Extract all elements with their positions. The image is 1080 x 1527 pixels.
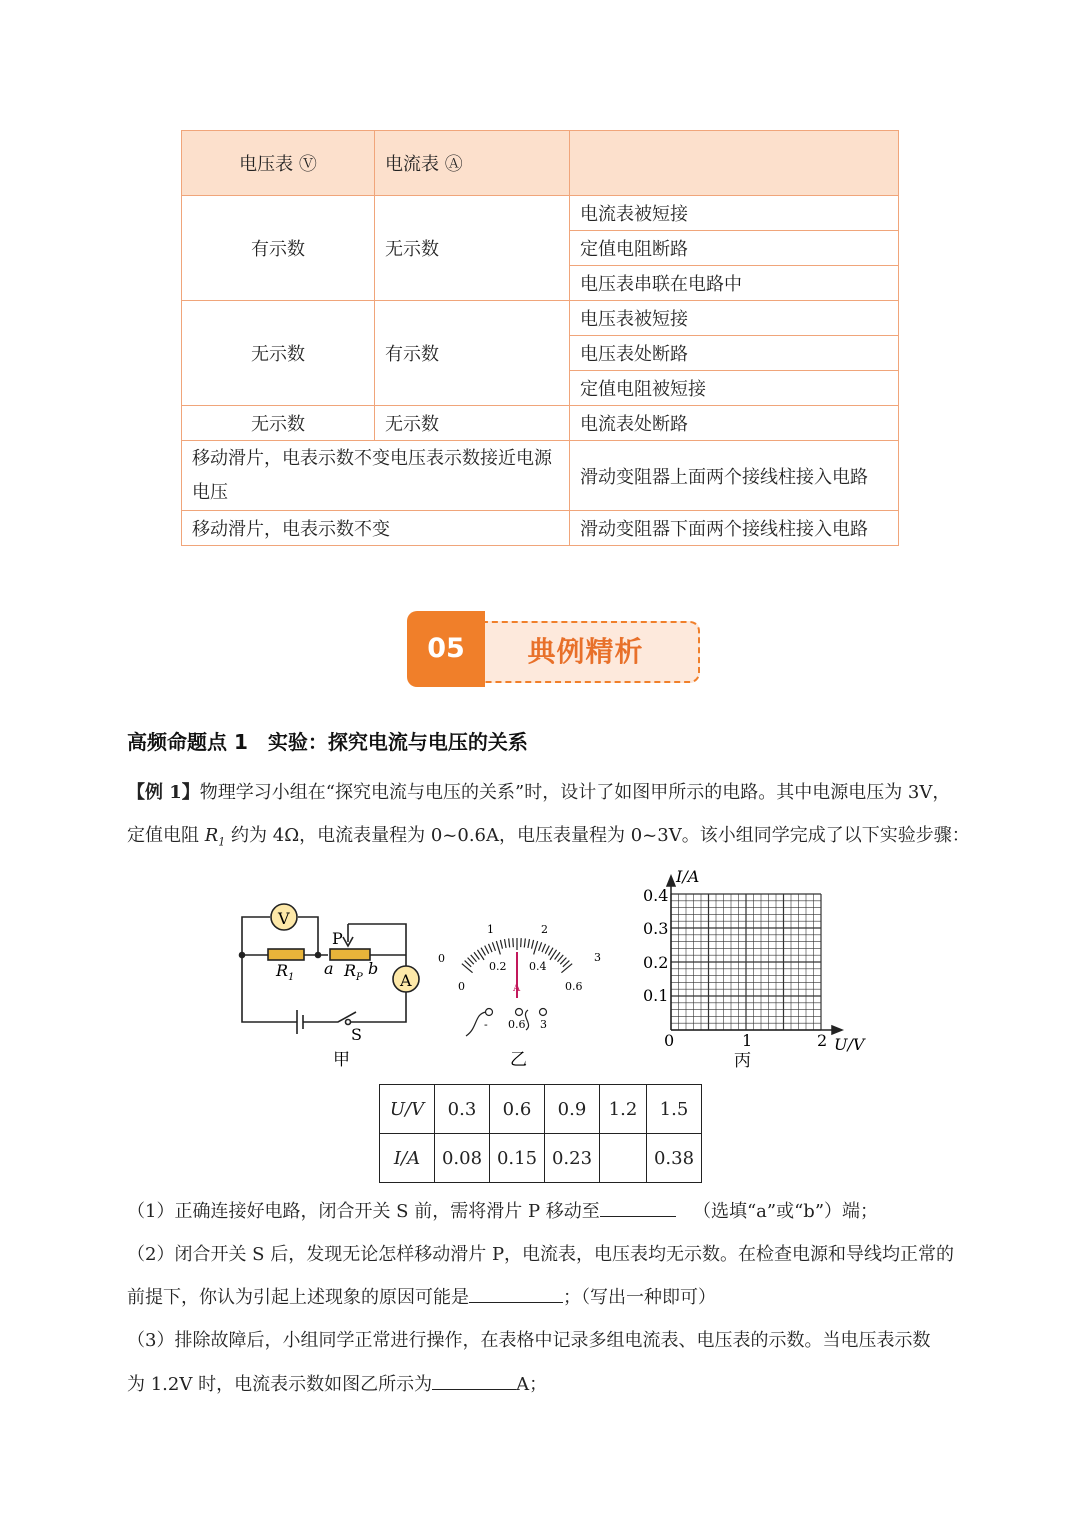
meter-tick [471, 955, 477, 962]
slider-label: P [332, 929, 343, 948]
table-row [380, 1134, 702, 1183]
terminal-label: 0.6 [508, 1018, 526, 1031]
terminal-label: - [484, 1018, 488, 1031]
rheostat-rp [330, 949, 370, 960]
meter-tick [504, 939, 506, 948]
junction-dot-icon [316, 953, 321, 958]
circuit-caption: 甲 [333, 1050, 350, 1070]
meter-tick-label: 0 [438, 952, 445, 965]
y-arrow-icon [667, 876, 675, 886]
cell-u: 0.9 [545, 1085, 600, 1134]
cell-cause: 定值电阻被短接 [570, 371, 899, 406]
question-1 [127, 1197, 878, 1223]
meter-tick [532, 940, 534, 949]
rp-label [343, 961, 363, 983]
graph-ytick: 0.3 [643, 919, 669, 938]
table-header-row [182, 131, 899, 196]
r1-subscript: 1 [288, 972, 295, 983]
measurement-table [379, 1084, 702, 1183]
cell-cause: 电流表处断路 [570, 406, 899, 441]
cell-u: 0.6 [490, 1085, 545, 1134]
row-label-u: U/V [380, 1085, 435, 1134]
terminal-label: 3 [540, 1018, 547, 1031]
graph-xtick: 2 [817, 1031, 828, 1050]
cell-u: 0.3 [435, 1085, 490, 1134]
banner-number: 05 [407, 611, 485, 687]
terminal-icon [486, 1009, 493, 1016]
cell-i-blank [600, 1134, 647, 1183]
meter-tick [560, 958, 566, 965]
rp-subscript: P [356, 972, 363, 983]
meter-tick [465, 961, 472, 967]
meter-tick [545, 946, 549, 954]
graph-grid [671, 894, 821, 1030]
meter-tick [557, 955, 563, 962]
meter-tick [485, 946, 489, 954]
r1-label [275, 961, 294, 983]
question-text: （1）正确连接好电路，闭合开关 S 前，需将滑片 P 移动至 [127, 1201, 600, 1222]
meter-tick [488, 944, 492, 952]
meter-tick [542, 944, 546, 952]
cell-voltmeter: 有示数 [182, 196, 375, 301]
meter-tick [534, 941, 538, 954]
meter-tick-label: 0 [458, 980, 465, 993]
question-2-line-1: （2）闭合开关 S 后，发现无论怎样移动滑片 P，电流表，电压表均无示数。在检查电源和导线均正常的 [127, 1244, 955, 1265]
graph-ytick: 0.4 [643, 886, 669, 905]
meter-tick-label: 1 [487, 923, 494, 936]
header-voltmeter: 电压表 Ⓥ [182, 131, 375, 196]
question-text: ；（写出一种即可） [563, 1287, 716, 1308]
cell-voltmeter: 无示数 [182, 301, 375, 406]
table-row [182, 406, 899, 441]
example-line-1 [127, 778, 950, 804]
cell-i: 0.08 [435, 1134, 490, 1183]
banner-title: 典例精析 [527, 635, 644, 668]
table-row [380, 1085, 702, 1134]
answer-blank[interactable] [469, 1284, 563, 1303]
question-2-line-2 [127, 1283, 716, 1309]
cell-cause: 电压表处断路 [570, 336, 899, 371]
meter-tick-label: 0.6 [565, 980, 583, 993]
meter-tick [496, 941, 500, 954]
cell-symptom: 移动滑片，电表示数不变 [182, 511, 570, 546]
meter-tick [528, 939, 530, 948]
example-line-2 [127, 821, 970, 849]
figures [230, 860, 870, 1075]
cell-u: 1.2 [600, 1085, 647, 1134]
meter-tick [468, 958, 474, 965]
section-banner [407, 609, 703, 689]
cell-symptom: 移动滑片，电表示数不变电压表示数接近电源电压 [182, 441, 570, 511]
meter-tick-label: 3 [594, 951, 601, 964]
cell-cause: 定值电阻断路 [570, 231, 899, 266]
meter-caption: 乙 [510, 1050, 527, 1070]
cell-i: 0.23 [545, 1134, 600, 1183]
resistor-symbol: R [204, 825, 219, 846]
meter-tick-label: 0.4 [529, 960, 547, 973]
cell-voltmeter: 无示数 [182, 406, 375, 441]
cell-ammeter: 无示数 [375, 196, 570, 301]
cell-i: 0.38 [647, 1134, 702, 1183]
battery-icon [292, 1010, 322, 1034]
cell-cause: 滑动变阻器上面两个接线柱接入电路 [570, 441, 899, 511]
cell-u: 1.5 [647, 1085, 702, 1134]
meter-tick [492, 942, 495, 950]
switch-label: S [351, 1025, 362, 1044]
cell-ammeter: 有示数 [375, 301, 570, 406]
section-heading: 高频命题点 1 实验：探究电流与电压的关系 [127, 730, 528, 754]
meter-tick [563, 961, 570, 967]
terminal-a-label: a [324, 959, 334, 978]
question-3-line-2 [127, 1370, 547, 1396]
row-label-i: I/A [380, 1134, 435, 1183]
meter-tick [500, 940, 502, 949]
graph-ytick: 0.1 [643, 986, 669, 1005]
terminal-b-label: b [368, 959, 379, 978]
cell-ammeter: 无示数 [375, 406, 570, 441]
lead-wire-icon [466, 1012, 486, 1036]
meter-unit-label: A [513, 983, 521, 994]
example-tag: 【例 1】 [127, 782, 200, 803]
rp-symbol: R [344, 961, 357, 980]
fault-diagnosis-table [181, 130, 899, 546]
question-3-line-1: （3）排除故障后，小组同学正常进行操作，在表格中记录多组电流表、电压表的示数。当电压表示数 [127, 1330, 931, 1351]
answer-blank[interactable] [432, 1371, 516, 1390]
meter-tick [521, 938, 522, 947]
meter-tick [474, 952, 479, 959]
example-text: 物理学习小组在“探究电流与电压的关系”时，设计了如图甲所示的电路。其中电源电压为 3V， [199, 782, 951, 803]
graph-xtick: 1 [742, 1031, 753, 1050]
cell-cause: 电流表被短接 [570, 196, 899, 231]
question-text: A； [516, 1374, 548, 1395]
terminal-icon [516, 1009, 523, 1016]
graph-xlabel: U/V [834, 1035, 865, 1054]
graph-xtick: 0 [664, 1031, 675, 1050]
cell-cause: 电压表串联在电路中 [570, 266, 899, 301]
meter-tick [549, 948, 554, 956]
meter-tick-label: 0.2 [489, 960, 507, 973]
header-cause [570, 131, 899, 196]
header-ammeter: 电流表 Ⓐ [375, 131, 570, 196]
meter-terminals [466, 1009, 547, 1037]
meter-tick-label: 2 [541, 923, 548, 936]
table-row [182, 441, 899, 511]
resistor-r1 [268, 949, 304, 960]
switch-contact-icon [346, 1020, 351, 1025]
table-row [182, 511, 899, 546]
graph-ylabel: I/A [676, 867, 700, 886]
x-arrow-icon [832, 1026, 842, 1034]
answer-blank[interactable] [600, 1198, 676, 1217]
graph-caption: 丙 [734, 1051, 751, 1071]
meter-tick [462, 964, 473, 973]
graph-ytick: 0.2 [643, 953, 669, 972]
r1-symbol: R [276, 961, 289, 980]
lead-wire-icon [525, 1010, 528, 1030]
example-text: 定值电阻 [127, 825, 205, 846]
resistor-subscript: 1 [218, 835, 226, 849]
voltmeter-label: V [278, 909, 290, 928]
terminal-icon [540, 1009, 547, 1016]
cell-i: 0.15 [490, 1134, 545, 1183]
meter-tick [524, 938, 525, 947]
ammeter-label: A [400, 971, 412, 990]
table-row [182, 196, 899, 231]
junction-dot-icon [240, 953, 245, 958]
example-text: 约为 4Ω，电流表量程为 0~0.6A，电压表量程为 0~3V。该小组同学完成了以下实验步骤： [225, 825, 970, 846]
cell-cause: 滑动变阻器下面两个接线柱接入电路 [570, 511, 899, 546]
cell-cause: 电压表被短接 [570, 301, 899, 336]
meter-tick [561, 964, 572, 973]
question-text: 前提下，你认为引起上述现象的原因可能是 [127, 1287, 469, 1308]
question-text: 为 1.2V 时，电流表示数如图乙所示为 [127, 1374, 433, 1395]
meter-tick [513, 938, 514, 947]
meter-tick [539, 942, 542, 950]
meter-tick [509, 938, 510, 947]
meter-tick [555, 952, 560, 959]
question-text: （选填“a”或“b”）端； [692, 1201, 879, 1222]
table-row [182, 301, 899, 336]
meter-tick [481, 948, 486, 956]
